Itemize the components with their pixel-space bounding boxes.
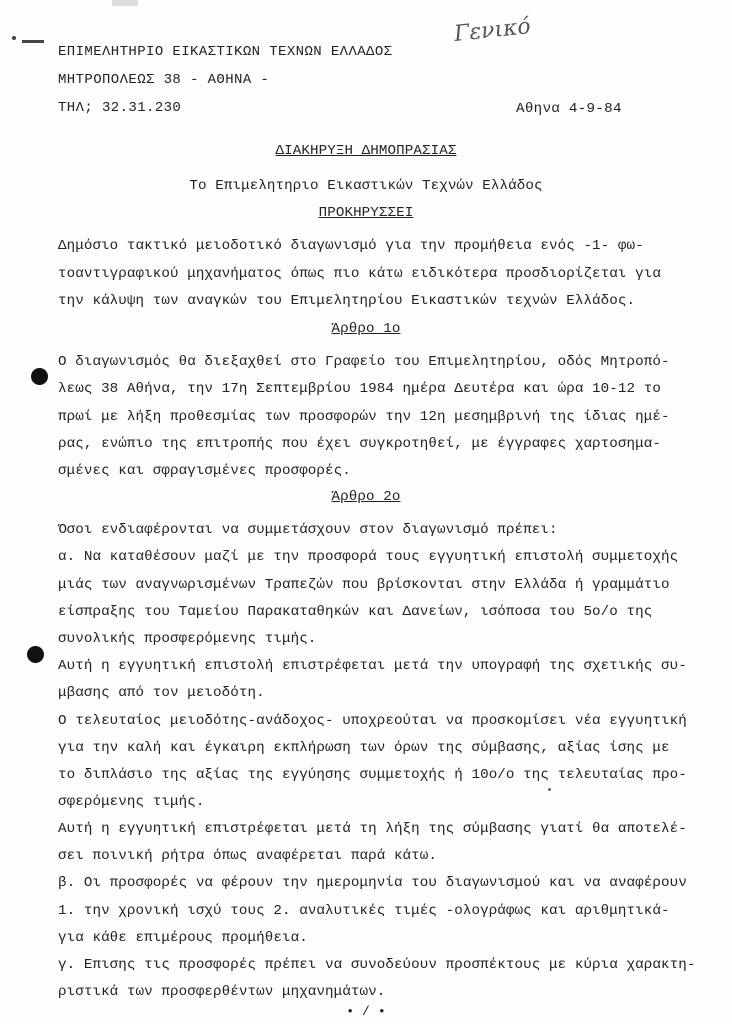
document-subtitle: Το Επιμελητηριο Εικαστικών Τεχνών Ελλάδος [189,178,543,194]
article2-line: Αυτή η εγγυητική επιστρέφεται μετά τη λήξη της σύμβασης γιατί θα αποτελέ- [58,821,687,837]
article2-line: γ. Επισης τις προσφορές πρέπει να συνοδεύουν προσπέκτους με κύρια χαρακτη- [58,957,696,973]
article2-line: για την καλή και έγκαιρη εκπλήρωση των όρων της σύμβασης, αξίας ίσης με [58,740,670,756]
header-phone: ΤΗΛ; 32.31.230 [58,100,182,116]
proclamation-heading: ΠΡΟΚΗΡΥΣΣΕΙ [318,205,414,221]
article1-line: λεως 38 Αθήνα, την 17η Σεπτεμβρίου 1984 ημέρα Δευτέρα και ώρα 10-12 το [58,381,661,397]
punch-hole [27,646,44,663]
article2-line: μιάς των αναγνωρισμένων Τραπεζών που βρίσκονται στην Ελλάδα ή γραμμάτιο [58,577,670,593]
article2-line: για κάθε επιμέρους προμήθεια. [58,930,308,946]
margin-mark [22,40,44,43]
article2-line: ριστικά των προσφερθέντων μηχανημάτων. [58,984,386,1000]
article2-line: μβασης από τον μειοδότη. [58,685,265,701]
article2-line: α. Να καταθέσουν μαζί με την προσφορά τους εγγυητική επιστολή συμμετοχής [58,549,679,565]
document-date: Αθηνα 4-9-84 [516,101,622,117]
article2-line: Αυτή η εγγυητική επιστολή επιστρέφεται μετά την υπογραφή της σχετικής συ- [58,658,687,674]
article2-line: είσπραξης του Ταμείου Παρακαταθηκών και Δανείων, ισόποσα του 5ο/ο της [58,604,653,620]
punch-hole [31,368,48,385]
article2-line: το διπλάσιο της αξίας της εγγύησης συμμετοχής ή 10ο/ο της τελευταίας προ- [58,767,687,783]
article2-line: β. Οι προσφορές να φέρουν την ημερομηνία του διαγωνισμού και να αναφέρουν [58,875,687,891]
article1-line: Ο διαγωνισμός θα διεξαχθεί στο Γραφείο του Επιμελητηρίου, οδός Μητροπό- [58,354,670,370]
intro-line: τοαντιγραφικού μηχανήματος όπως πιο κάτω ειδικότερα προσδιορίζεται για [58,266,661,282]
document-title: ΔΙΑΚΗΡΥΞΗ ΔΗΜΟΠΡΑΣΙΑΣ [275,143,457,159]
intro-line: Δημόσιο τακτικό μειοδοτικό διαγωνισμό για την προμήθεια ενός -1- φω- [58,238,644,254]
article1-line: πρωί με λήξη προθεσμίας των προσφορών την 12η μεσημβρινή της ίδιας ημέ- [58,409,670,425]
header-org-name: ΕΠΙΜΕΛΗΤΗΡΙΟ ΕΙΚΑΣΤΙΚΩΝ ΤΕΧΝΩΝ ΕΛΛΑΔΟΣ [58,44,393,60]
article2-line: 1. την χρονική ισχύ τους 2. αναλυτικές τιμές -ολογράφως και αριθμητικά- [58,903,670,919]
article2-heading: Άρθρο 2ο [331,489,401,505]
article2-line: σει ποινική ρήτρα όπως αναφέρεται παρά κάτω. [58,848,438,864]
scan-artifact [112,0,138,6]
intro-line: την κάλυψη των αναγκών του Επιμελητηρίου Εικαστικών τεχνών Ελλάδος. [58,293,636,309]
article1-heading: Άρθρο 1ο [331,321,401,337]
handwritten-note: Γενικό [452,14,532,47]
article1-line: σμένες και σφραγισμένες προσφορές. [58,463,351,479]
article2-line: σφερόμενης τιμής. [58,794,205,810]
article1-line: ρας, ενώπιο της επιτροπής που έχει συγκροτηθεί, με έγγραφες χαρτοσημα- [58,436,661,452]
article2-line: συνολικής προσφερόμενης τιμής. [58,631,317,647]
article2-line: Όσοι ενδιαφέρονται να συμμετάσχουν στον διαγωνισμό πρέπει: [58,522,558,538]
page-footer-marker: • / • [346,1004,386,1019]
scan-speck [548,788,551,791]
header-address: ΜΗΤΡΟΠΟΛΕΩΣ 38 - ΑΘΗΝΑ - [58,72,270,88]
article2-line: Ο τελευταίος μειοδότης-ανάδοχος- υποχρεούται να προσκομίσει νέα εγγυητική [58,713,687,729]
margin-mark [12,36,16,40]
